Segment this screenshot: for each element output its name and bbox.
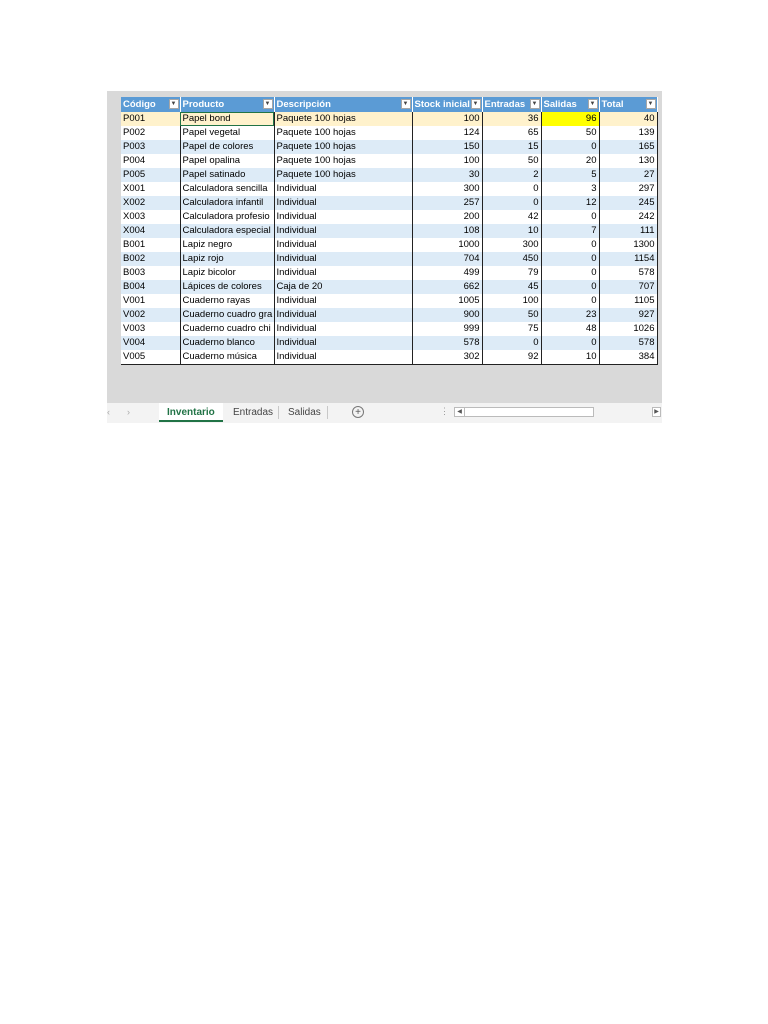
table-row xyxy=(121,112,657,126)
table-row xyxy=(121,168,657,182)
cell-salidas[interactable]: 0 xyxy=(541,252,599,266)
tab-separator xyxy=(278,406,279,419)
cell-producto[interactable]: Papel vegetal xyxy=(180,126,274,140)
cell-stock-inicial[interactable]: 302 xyxy=(412,350,482,365)
cell-total[interactable]: 40 xyxy=(599,112,657,126)
filter-dropdown-icon[interactable]: ▼ xyxy=(646,99,656,109)
cell-entradas[interactable]: 15 xyxy=(482,140,541,154)
tab-inventario[interactable]: Inventario xyxy=(159,403,223,422)
table-row xyxy=(121,266,657,280)
cell-producto[interactable]: Cuaderno cuadro chi xyxy=(180,322,274,336)
cell-salidas[interactable]: 20 xyxy=(541,154,599,168)
cell-descripcion[interactable]: Paquete 100 hojas xyxy=(274,140,412,154)
cell-stock-inicial[interactable]: 900 xyxy=(412,308,482,322)
cell-codigo[interactable]: P001 xyxy=(121,112,180,126)
cell-entradas[interactable]: 75 xyxy=(482,322,541,336)
cell-codigo[interactable]: X002 xyxy=(121,196,180,210)
table-row xyxy=(121,280,657,294)
cell-salidas[interactable]: 50 xyxy=(541,126,599,140)
cell-total[interactable]: 578 xyxy=(599,266,657,280)
cell-stock-inicial[interactable]: 300 xyxy=(412,182,482,196)
cell-codigo[interactable]: V004 xyxy=(121,336,180,350)
cell-producto[interactable]: Cuaderno blanco xyxy=(180,336,274,350)
cell-entradas[interactable]: 65 xyxy=(482,126,541,140)
cell-salidas[interactable]: 23 xyxy=(541,308,599,322)
cell-producto[interactable]: Lapiz negro xyxy=(180,238,274,252)
cell-salidas[interactable]: 10 xyxy=(541,350,599,365)
table-row xyxy=(121,196,657,210)
cell-total[interactable]: 242 xyxy=(599,210,657,224)
table-row xyxy=(121,140,657,154)
cell-producto[interactable]: Calculadora profesio xyxy=(180,210,274,224)
column-header-entradas[interactable]: Entradas ▼ xyxy=(482,97,541,112)
cell-producto[interactable]: Cuaderno cuadro gra xyxy=(180,308,274,322)
tab-entradas[interactable]: Entradas xyxy=(233,407,274,418)
splitter-handle[interactable]: ⋮ xyxy=(440,406,449,416)
table-row xyxy=(121,294,657,308)
cell-codigo[interactable]: P003 xyxy=(121,140,180,154)
cell-codigo[interactable]: B004 xyxy=(121,280,180,294)
tab-separator xyxy=(327,406,328,419)
cell-descripcion[interactable]: Individual xyxy=(274,182,412,196)
cell-codigo[interactable]: X004 xyxy=(121,224,180,238)
filter-dropdown-icon[interactable]: ▼ xyxy=(169,99,179,109)
table-row xyxy=(121,238,657,252)
cell-total[interactable]: 578 xyxy=(599,336,657,350)
cell-entradas[interactable]: 79 xyxy=(482,266,541,280)
cell-codigo[interactable]: V003 xyxy=(121,322,180,336)
table-row xyxy=(121,210,657,224)
cell-producto[interactable]: Lapiz bicolor xyxy=(180,266,274,280)
cell-codigo[interactable]: P002 xyxy=(121,126,180,140)
cell-descripcion[interactable]: Individual xyxy=(274,294,412,308)
cell-producto[interactable]: Papel de colores xyxy=(180,140,274,154)
cell-total[interactable]: 165 xyxy=(599,140,657,154)
cell-descripcion[interactable]: Paquete 100 hojas xyxy=(274,112,412,126)
cell-total[interactable]: 27 xyxy=(599,168,657,182)
cell-descripcion[interactable]: Paquete 100 hojas xyxy=(274,126,412,140)
cell-stock-inicial[interactable]: 30 xyxy=(412,168,482,182)
cell-stock-inicial[interactable]: 704 xyxy=(412,252,482,266)
cell-entradas[interactable]: 0 xyxy=(482,196,541,210)
plus-circle-icon[interactable]: + xyxy=(352,406,364,418)
column-header-codigo[interactable]: Código ▼ xyxy=(121,97,180,112)
chevron-left-icon[interactable]: ‹ xyxy=(107,407,110,417)
cell-salidas[interactable]: 3 xyxy=(541,182,599,196)
cell-producto[interactable]: Calculadora infantil xyxy=(180,196,274,210)
cell-total[interactable]: 245 xyxy=(599,196,657,210)
cell-codigo[interactable]: V002 xyxy=(121,308,180,322)
cell-stock-inicial[interactable]: 1005 xyxy=(412,294,482,308)
scroll-right-icon[interactable]: ▶ xyxy=(652,407,661,417)
cell-salidas[interactable]: 0 xyxy=(541,336,599,350)
cell-codigo[interactable]: B002 xyxy=(121,252,180,266)
cell-total[interactable]: 384 xyxy=(599,350,657,365)
column-header-stock-inicial[interactable]: Stock inicial ▼ xyxy=(412,97,482,112)
cell-producto[interactable]: Cuaderno música xyxy=(180,350,274,365)
table-row xyxy=(121,350,657,365)
cell-entradas[interactable]: 45 xyxy=(482,280,541,294)
table-row xyxy=(121,322,657,336)
cell-total[interactable]: 1300 xyxy=(599,238,657,252)
cell-codigo[interactable]: P005 xyxy=(121,168,180,182)
cell-descripcion[interactable]: Paquete 100 hojas xyxy=(274,154,412,168)
cell-entradas[interactable]: 2 xyxy=(482,168,541,182)
cell-producto[interactable]: Cuaderno rayas xyxy=(180,294,274,308)
cell-descripcion[interactable]: Individual xyxy=(274,196,412,210)
cell-producto[interactable]: Lapiz rojo xyxy=(180,252,274,266)
cell-entradas[interactable]: 450 xyxy=(482,252,541,266)
cell-total[interactable]: 297 xyxy=(599,182,657,196)
cell-total[interactable]: 139 xyxy=(599,126,657,140)
sheet-tab-bar xyxy=(107,403,662,423)
filter-dropdown-icon[interactable]: ▼ xyxy=(471,99,481,109)
cell-salidas[interactable]: 0 xyxy=(541,280,599,294)
cell-total[interactable]: 707 xyxy=(599,280,657,294)
cell-salidas[interactable]: 12 xyxy=(541,196,599,210)
cell-descripcion[interactable]: Individual xyxy=(274,224,412,238)
cell-salidas[interactable]: 0 xyxy=(541,266,599,280)
cell-codigo[interactable]: V005 xyxy=(121,350,180,365)
horizontal-scrollbar[interactable] xyxy=(454,407,594,417)
cell-descripcion[interactable]: Individual xyxy=(274,350,412,365)
cell-stock-inicial[interactable]: 200 xyxy=(412,210,482,224)
cell-entradas[interactable]: 300 xyxy=(482,238,541,252)
cell-entradas[interactable]: 42 xyxy=(482,210,541,224)
cell-salidas[interactable]: 0 xyxy=(541,210,599,224)
cell-stock-inicial[interactable]: 108 xyxy=(412,224,482,238)
cell-producto[interactable]: Papel satinado xyxy=(180,168,274,182)
table-row xyxy=(121,154,657,168)
cell-codigo[interactable]: B001 xyxy=(121,238,180,252)
cell-entradas[interactable]: 0 xyxy=(482,182,541,196)
cell-stock-inicial[interactable]: 499 xyxy=(412,266,482,280)
cell-entradas[interactable]: 100 xyxy=(482,294,541,308)
scroll-left-icon[interactable]: ◀ xyxy=(455,408,465,416)
cell-descripcion[interactable]: Paquete 100 hojas xyxy=(274,168,412,182)
cell-descripcion[interactable]: Caja de 20 xyxy=(274,280,412,294)
cell-entradas[interactable]: 50 xyxy=(482,308,541,322)
cell-stock-inicial[interactable]: 100 xyxy=(412,112,482,126)
cell-salidas[interactable]: 96 xyxy=(541,112,599,126)
column-header-descripcion[interactable]: Descripción ▼ xyxy=(274,97,412,112)
cell-descripcion[interactable]: Individual xyxy=(274,210,412,224)
cell-descripcion[interactable]: Individual xyxy=(274,322,412,336)
cell-total[interactable]: 1026 xyxy=(599,322,657,336)
cell-codigo[interactable]: B003 xyxy=(121,266,180,280)
cell-producto[interactable]: Papel bond xyxy=(180,112,274,126)
cell-descripcion[interactable]: Individual xyxy=(274,308,412,322)
cell-codigo[interactable]: X003 xyxy=(121,210,180,224)
cell-entradas[interactable]: 36 xyxy=(482,112,541,126)
table-row xyxy=(121,336,657,350)
cell-descripcion[interactable]: Individual xyxy=(274,252,412,266)
cell-descripcion[interactable]: Individual xyxy=(274,336,412,350)
cell-producto[interactable]: Papel opalina xyxy=(180,154,274,168)
column-header-total[interactable]: Total ▼ xyxy=(599,97,657,112)
table-row xyxy=(121,126,657,140)
cell-stock-inicial[interactable]: 100 xyxy=(412,154,482,168)
filter-dropdown-icon[interactable]: ▼ xyxy=(530,99,540,109)
cell-producto[interactable]: Calculadora sencilla xyxy=(180,182,274,196)
cell-stock-inicial[interactable]: 999 xyxy=(412,322,482,336)
filter-dropdown-icon[interactable]: ▼ xyxy=(588,99,598,109)
cell-salidas[interactable]: 0 xyxy=(541,140,599,154)
spreadsheet-area xyxy=(107,91,662,403)
cell-codigo[interactable]: P004 xyxy=(121,154,180,168)
tab-salidas[interactable]: Salidas xyxy=(288,407,321,418)
cell-producto[interactable]: Calculadora especial xyxy=(180,224,274,238)
table-row xyxy=(121,308,657,322)
column-header-producto[interactable]: Producto ▼ xyxy=(180,97,274,112)
cell-producto[interactable]: Lápices de colores xyxy=(180,280,274,294)
table-row xyxy=(121,182,657,196)
cell-stock-inicial[interactable]: 1000 xyxy=(412,238,482,252)
cell-codigo[interactable]: V001 xyxy=(121,294,180,308)
cell-descripcion[interactable]: Individual xyxy=(274,266,412,280)
filter-dropdown-icon[interactable]: ▼ xyxy=(263,99,273,109)
cell-entradas[interactable]: 10 xyxy=(482,224,541,238)
cell-total[interactable]: 927 xyxy=(599,308,657,322)
cell-total[interactable]: 130 xyxy=(599,154,657,168)
cell-stock-inicial[interactable]: 257 xyxy=(412,196,482,210)
header-row xyxy=(121,97,657,112)
table-row xyxy=(121,224,657,238)
cell-total[interactable]: 1154 xyxy=(599,252,657,266)
cell-descripcion[interactable]: Individual xyxy=(274,238,412,252)
inventory-table xyxy=(121,97,658,365)
cell-entradas[interactable]: 92 xyxy=(482,350,541,365)
table-row xyxy=(121,252,657,266)
cell-entradas[interactable]: 50 xyxy=(482,154,541,168)
cell-total[interactable]: 111 xyxy=(599,224,657,238)
cell-salidas[interactable]: 7 xyxy=(541,224,599,238)
cell-salidas[interactable]: 5 xyxy=(541,168,599,182)
cell-salidas[interactable]: 48 xyxy=(541,322,599,336)
cell-total[interactable]: 1105 xyxy=(599,294,657,308)
cell-stock-inicial[interactable]: 150 xyxy=(412,140,482,154)
cell-stock-inicial[interactable]: 662 xyxy=(412,280,482,294)
column-header-salidas[interactable]: Salidas ▼ xyxy=(541,97,599,112)
cell-salidas[interactable]: 0 xyxy=(541,238,599,252)
filter-dropdown-icon[interactable]: ▼ xyxy=(401,99,411,109)
cell-entradas[interactable]: 0 xyxy=(482,336,541,350)
cell-codigo[interactable]: X001 xyxy=(121,182,180,196)
cell-stock-inicial[interactable]: 124 xyxy=(412,126,482,140)
cell-stock-inicial[interactable]: 578 xyxy=(412,336,482,350)
cell-salidas[interactable]: 0 xyxy=(541,294,599,308)
chevron-right-icon[interactable]: › xyxy=(127,407,130,417)
